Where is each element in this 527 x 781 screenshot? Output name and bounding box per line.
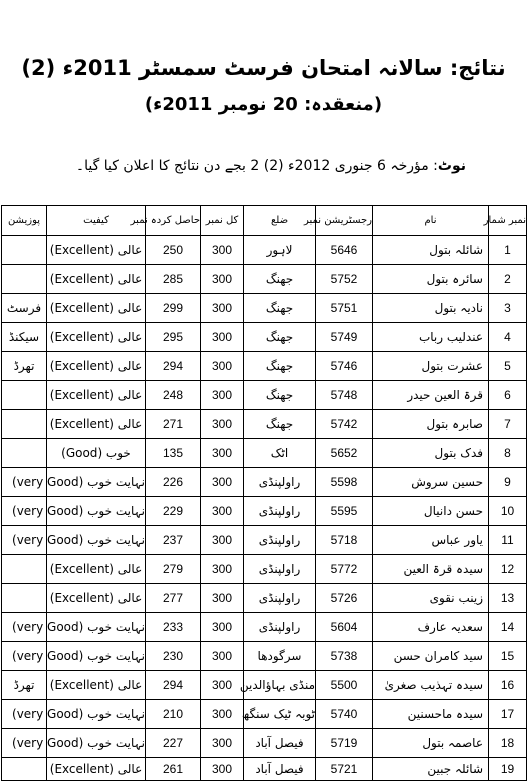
serial-no-cell: 11 [489,526,527,555]
name-cell: سعدیہ عارف [373,613,489,642]
table-row [2,555,527,584]
serial-no-cell: 6 [489,381,527,410]
district-cell: لاہور [244,236,316,265]
registration-no-cell: 5718 [316,526,373,555]
district-cell: اٹک [244,439,316,468]
header-serial-no: نمبر شمار [489,206,527,236]
name-cell: شائلہ جبین [373,758,489,781]
position-cell [2,381,47,410]
name-cell: سیدہ تہذیب صغریٰ [373,671,489,700]
district-cell: راولپنڈی [244,613,316,642]
district-cell: جھنگ [244,410,316,439]
registration-no-cell: 5652 [316,439,373,468]
serial-no-cell: 4 [489,323,527,352]
obtained-marks-cell: 248 [146,381,201,410]
name-cell: سائرہ بتول [373,265,489,294]
grade-cell: نہایت خوب (very Good) [47,526,146,555]
obtained-marks-cell: 229 [146,497,201,526]
grade-cell: عالی (Excellent) [47,294,146,323]
name-cell: حسین سروش [373,468,489,497]
serial-no-cell: 3 [489,294,527,323]
name-cell: نادیہ بتول [373,294,489,323]
total-marks-cell: 300 [201,439,244,468]
grade-cell: عالی (Excellent) [47,323,146,352]
header-position: پوزیشن [2,206,47,236]
table-row [2,758,527,781]
position-cell [2,410,47,439]
registration-no-cell: 5772 [316,555,373,584]
obtained-marks-cell: 261 [146,758,201,781]
grade-cell: نہایت خوب (very Good) [47,729,146,758]
position-cell: سیکنڈ [2,323,47,352]
position-cell [2,584,47,613]
total-marks-cell: 300 [201,729,244,758]
name-cell: قرۃ العین حیدر [373,381,489,410]
table-row [2,613,527,642]
page-title: نتائج: سالانہ امتحان فرسٹ سمسٹر 2011ء (2) [21,56,506,80]
serial-no-cell: 13 [489,584,527,613]
serial-no-cell: 18 [489,729,527,758]
header-total-marks: کل نمبر [201,206,244,236]
obtained-marks-cell: 294 [146,671,201,700]
registration-no-cell: 5751 [316,294,373,323]
total-marks-cell: 300 [201,526,244,555]
table-row [2,671,527,700]
table-row [2,323,527,352]
table-body [2,236,527,781]
grade-cell: نہایت خوب (very Good) [47,613,146,642]
total-marks-cell: 300 [201,613,244,642]
total-marks-cell: 300 [201,410,244,439]
district-cell: فیصل آباد [244,758,316,781]
obtained-marks-cell: 285 [146,265,201,294]
header-name: نام [373,206,489,236]
district-cell: جھنگ [244,294,316,323]
total-marks-cell: 300 [201,323,244,352]
table-row [2,526,527,555]
grade-cell: عالی (Excellent) [47,236,146,265]
serial-no-cell: 5 [489,352,527,381]
name-cell: سیدہ قرۃ العین [373,555,489,584]
total-marks-cell: 300 [201,236,244,265]
serial-no-cell: 17 [489,700,527,729]
registration-no-cell: 5719 [316,729,373,758]
position-cell: تھرڈ [2,671,47,700]
header-district: ضلع [244,206,316,236]
serial-no-cell: 12 [489,555,527,584]
note-label: نوٹ [437,158,466,174]
district-cell: راولپنڈی [244,468,316,497]
obtained-marks-cell: 233 [146,613,201,642]
grade-cell: خوب (Good) [47,439,146,468]
table-row [2,497,527,526]
district-cell: راولپنڈی [244,555,316,584]
position-cell: فرسٹ [2,294,47,323]
name-cell: عاصمہ بتول [373,729,489,758]
grade-cell: عالی (Excellent) [47,265,146,294]
table-row [2,584,527,613]
note-text: : مؤرخہ 6 جنوری 2012ء (2) 2 بجے دن نتائج کا اعلان کیا گیا۔ [75,158,438,174]
grade-cell: عالی (Excellent) [47,352,146,381]
registration-no-cell: 5749 [316,323,373,352]
obtained-marks-cell: 226 [146,468,201,497]
registration-no-cell: 5740 [316,700,373,729]
obtained-marks-cell: 250 [146,236,201,265]
table-row [2,236,527,265]
table-header-row [2,206,527,236]
total-marks-cell: 300 [201,584,244,613]
district-cell: راولپنڈی [244,497,316,526]
district-cell: راولپنڈی [244,584,316,613]
total-marks-cell: 300 [201,468,244,497]
grade-cell: عالی (Excellent) [47,555,146,584]
total-marks-cell: 300 [201,555,244,584]
obtained-marks-cell: 295 [146,323,201,352]
table-row [2,439,527,468]
total-marks-cell: 300 [201,497,244,526]
position-cell [2,236,47,265]
table-row [2,410,527,439]
serial-no-cell: 14 [489,613,527,642]
name-cell: عندلیب رباب [373,323,489,352]
table-row [2,468,527,497]
position-cell [2,555,47,584]
obtained-marks-cell: 277 [146,584,201,613]
registration-no-cell: 5721 [316,758,373,781]
registration-no-cell: 5604 [316,613,373,642]
registration-no-cell: 5726 [316,584,373,613]
serial-no-cell: 8 [489,439,527,468]
table-row [2,352,527,381]
grade-cell: عالی (Excellent) [47,381,146,410]
serial-no-cell: 10 [489,497,527,526]
table-row [2,381,527,410]
district-cell: جھنگ [244,381,316,410]
grade-cell: نہایت خوب (very Good) [47,700,146,729]
grade-cell: نہایت خوب (very Good) [47,642,146,671]
registration-no-cell: 5500 [316,671,373,700]
name-cell: عشرت بتول [373,352,489,381]
table-row [2,294,527,323]
total-marks-cell: 300 [201,265,244,294]
page-subtitle: (منعقدہ: 20 نومبر 2011ء) [144,94,383,115]
registration-no-cell: 5595 [316,497,373,526]
table-row [2,700,527,729]
position-cell: تھرڈ [2,352,47,381]
position-cell [2,439,47,468]
registration-no-cell: 5748 [316,381,373,410]
registration-no-cell: 5646 [316,236,373,265]
obtained-marks-cell: 271 [146,410,201,439]
obtained-marks-cell: 299 [146,294,201,323]
name-cell: سید کامران حسن [373,642,489,671]
serial-no-cell: 7 [489,410,527,439]
obtained-marks-cell: 294 [146,352,201,381]
total-marks-cell: 300 [201,352,244,381]
header-obtained-marks: حاصل کردہ نمبر [146,206,201,236]
announcement-note [20,158,466,174]
registration-no-cell: 5746 [316,352,373,381]
total-marks-cell: 300 [201,294,244,323]
serial-no-cell: 15 [489,642,527,671]
district-cell: جھنگ [244,352,316,381]
district-cell: جھنگ [244,323,316,352]
total-marks-cell: 300 [201,700,244,729]
serial-no-cell: 1 [489,236,527,265]
serial-no-cell: 16 [489,671,527,700]
serial-no-cell: 2 [489,265,527,294]
header-registration-no: رجسٹریشن نمبر [316,206,373,236]
total-marks-cell: 300 [201,642,244,671]
total-marks-cell: 300 [201,671,244,700]
name-cell: حسن دانیال [373,497,489,526]
grade-cell: عالی (Excellent) [47,671,146,700]
district-cell: سرگودھا [244,642,316,671]
grade-cell: عالی (Excellent) [47,584,146,613]
table-row [2,642,527,671]
obtained-marks-cell: 237 [146,526,201,555]
serial-no-cell: 19 [489,758,527,781]
position-cell [2,265,47,294]
district-cell: فیصل آباد [244,729,316,758]
registration-no-cell: 5598 [316,468,373,497]
grade-cell: نہایت خوب (very Good) [47,497,146,526]
name-cell: صابرہ بتول [373,410,489,439]
grade-cell: نہایت خوب (very Good) [47,468,146,497]
obtained-marks-cell: 230 [146,642,201,671]
table-row [2,265,527,294]
name-cell: زینب نقوی [373,584,489,613]
obtained-marks-cell: 210 [146,700,201,729]
obtained-marks-cell: 227 [146,729,201,758]
district-cell: راولپنڈی [244,526,316,555]
district-cell: جھنگ [244,265,316,294]
header-grade: کیفیت [47,206,146,236]
table-row [2,729,527,758]
grade-cell: عالی (Excellent) [47,758,146,781]
registration-no-cell: 5752 [316,265,373,294]
total-marks-cell: 300 [201,381,244,410]
position-cell [2,758,47,781]
district-cell: منڈی بہاؤالدین [244,671,316,700]
name-cell: شائلہ بتول [373,236,489,265]
obtained-marks-cell: 279 [146,555,201,584]
district-cell: ٹوبہ ٹیک سنگھ [244,700,316,729]
results-table [1,205,527,781]
obtained-marks-cell: 135 [146,439,201,468]
grade-cell: عالی (Excellent) [47,410,146,439]
name-cell: فدک بتول [373,439,489,468]
registration-no-cell: 5742 [316,410,373,439]
registration-no-cell: 5738 [316,642,373,671]
total-marks-cell: 300 [201,758,244,781]
name-cell: یاور عباس [373,526,489,555]
name-cell: سیدہ ماحسنین [373,700,489,729]
serial-no-cell: 9 [489,468,527,497]
